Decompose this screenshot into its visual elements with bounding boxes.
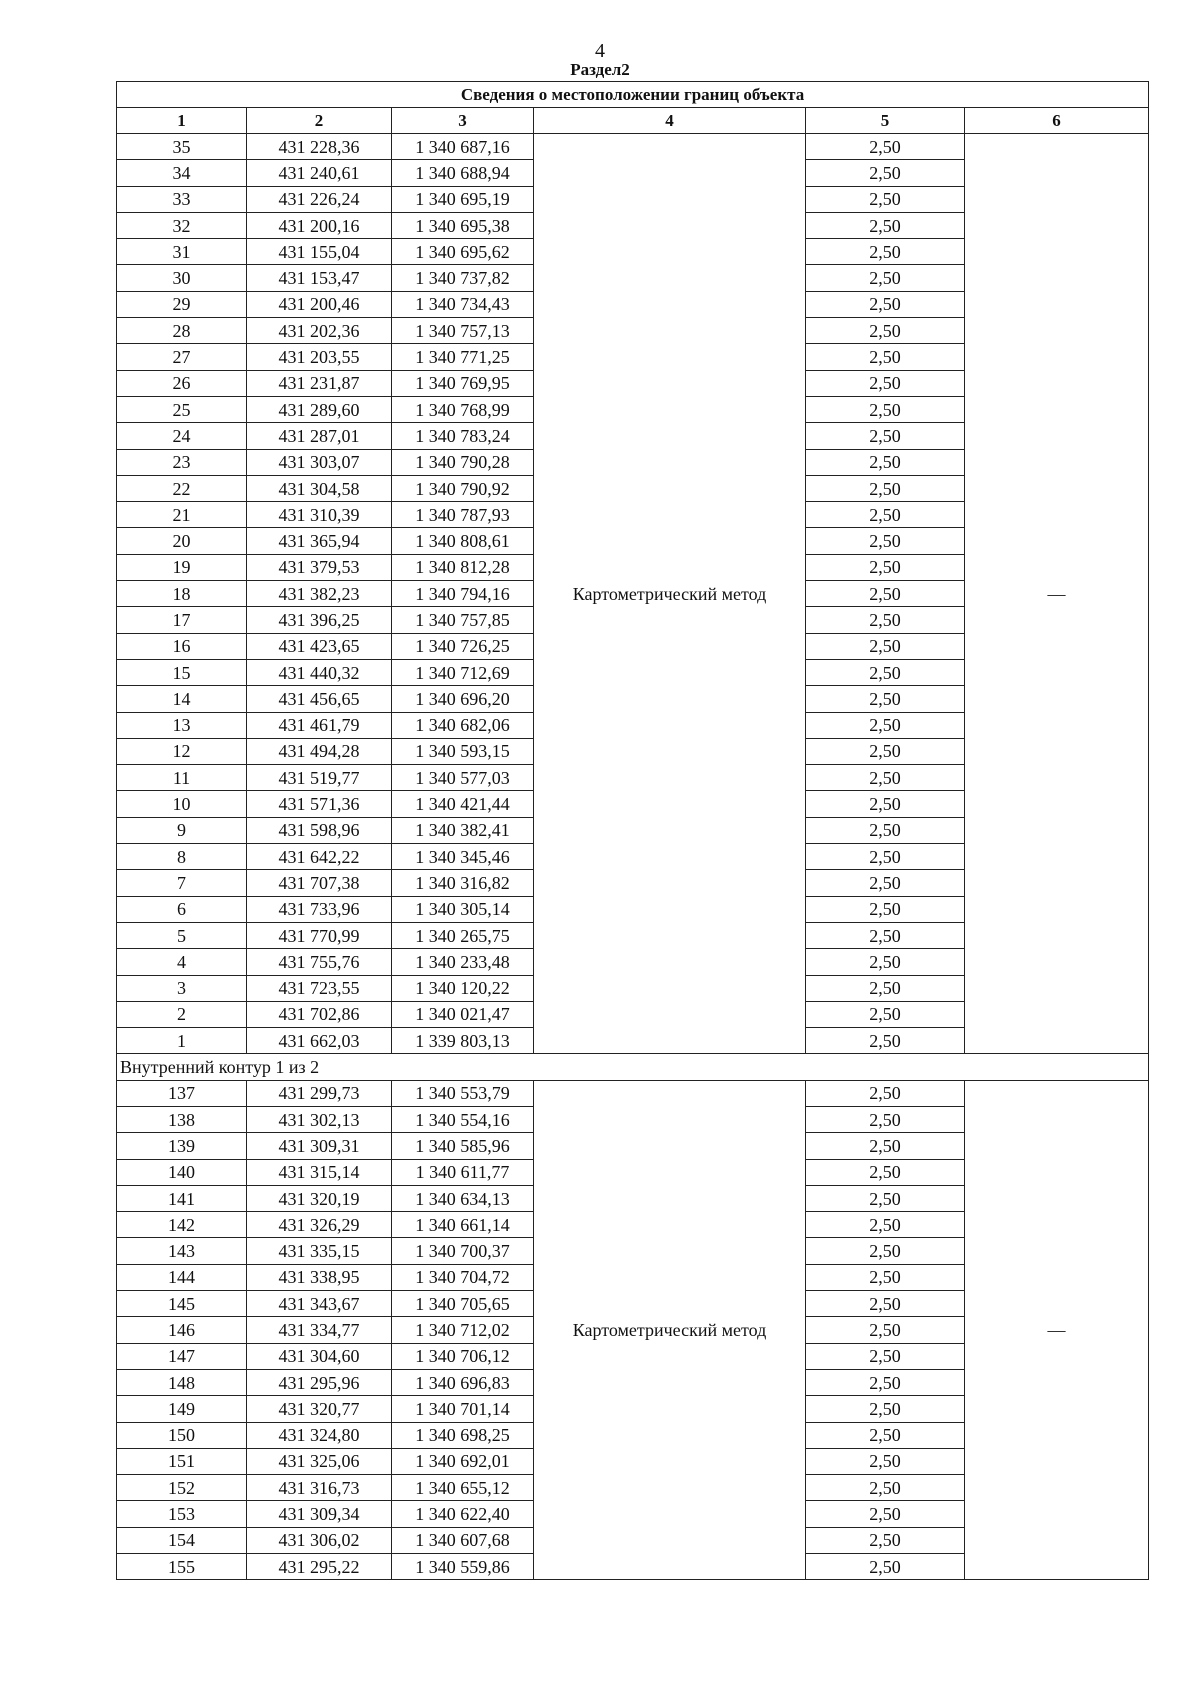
point-number-cell: 148 (117, 1369, 247, 1395)
accuracy-cell: 2,50 (806, 870, 965, 896)
x-coordinate-cell: 431 315,14 (247, 1159, 392, 1185)
point-number-cell: 3 (117, 975, 247, 1001)
column-header-row (117, 108, 1149, 134)
accuracy-cell: 2,50 (806, 1238, 965, 1264)
y-coordinate-cell: 1 340 704,72 (392, 1264, 534, 1290)
x-coordinate-cell: 431 770,99 (247, 922, 392, 948)
accuracy-cell: 2,50 (806, 1080, 965, 1106)
table-row (117, 134, 1149, 160)
y-coordinate-cell: 1 340 634,13 (392, 1185, 534, 1211)
y-coordinate-cell: 1 340 305,14 (392, 896, 534, 922)
y-coordinate-cell: 1 340 655,12 (392, 1475, 534, 1501)
x-coordinate-cell: 431 320,77 (247, 1396, 392, 1422)
point-number-cell: 5 (117, 922, 247, 948)
point-number-cell: 26 (117, 370, 247, 396)
accuracy-cell: 2,50 (806, 1396, 965, 1422)
y-coordinate-cell: 1 340 696,20 (392, 686, 534, 712)
x-coordinate-cell: 431 306,02 (247, 1527, 392, 1553)
page-number: 4 (595, 40, 605, 62)
y-coordinate-cell: 1 340 705,65 (392, 1291, 534, 1317)
x-coordinate-cell: 431 200,16 (247, 212, 392, 238)
x-coordinate-cell: 431 231,87 (247, 370, 392, 396)
x-coordinate-cell: 431 155,04 (247, 239, 392, 265)
y-coordinate-cell: 1 340 607,68 (392, 1527, 534, 1553)
point-number-cell: 143 (117, 1238, 247, 1264)
x-coordinate-cell: 431 494,28 (247, 738, 392, 764)
y-coordinate-cell: 1 340 701,14 (392, 1396, 534, 1422)
y-coordinate-cell: 1 340 695,38 (392, 212, 534, 238)
accuracy-cell: 2,50 (806, 554, 965, 580)
accuracy-cell: 2,50 (806, 817, 965, 843)
accuracy-cell: 2,50 (806, 1317, 965, 1343)
accuracy-cell: 2,50 (806, 659, 965, 685)
point-number-cell: 12 (117, 738, 247, 764)
x-coordinate-cell: 431 302,13 (247, 1106, 392, 1132)
accuracy-cell: 2,50 (806, 212, 965, 238)
y-coordinate-cell: 1 340 661,14 (392, 1212, 534, 1238)
table-title: Сведения о местоположении границ объекта (117, 82, 1149, 108)
accuracy-cell: 2,50 (806, 475, 965, 501)
x-coordinate-cell: 431 461,79 (247, 712, 392, 738)
x-coordinate-cell: 431 202,36 (247, 318, 392, 344)
y-coordinate-cell: 1 340 757,85 (392, 607, 534, 633)
point-number-cell: 16 (117, 633, 247, 659)
point-number-cell: 14 (117, 686, 247, 712)
accuracy-cell: 2,50 (806, 423, 965, 449)
point-number-cell: 155 (117, 1554, 247, 1580)
accuracy-cell: 2,50 (806, 186, 965, 212)
point-number-cell: 13 (117, 712, 247, 738)
x-coordinate-cell: 431 153,47 (247, 265, 392, 291)
point-number-cell: 152 (117, 1475, 247, 1501)
y-coordinate-cell: 1 340 382,41 (392, 817, 534, 843)
y-coordinate-cell: 1 340 698,25 (392, 1422, 534, 1448)
point-number-cell: 1 (117, 1028, 247, 1054)
x-coordinate-cell: 431 338,95 (247, 1264, 392, 1290)
table-row (117, 1080, 1149, 1106)
y-coordinate-cell: 1 340 812,28 (392, 554, 534, 580)
x-coordinate-cell: 431 287,01 (247, 423, 392, 449)
y-coordinate-cell: 1 340 737,82 (392, 265, 534, 291)
column-header-2: 2 (247, 108, 392, 134)
inner-contour-label: Внутренний контур 1 из 2 (117, 1054, 1149, 1080)
accuracy-cell: 2,50 (806, 922, 965, 948)
x-coordinate-cell: 431 343,67 (247, 1291, 392, 1317)
accuracy-cell: 2,50 (806, 1185, 965, 1211)
column-header-4: 4 (534, 108, 806, 134)
point-number-cell: 10 (117, 791, 247, 817)
y-coordinate-cell: 1 340 421,44 (392, 791, 534, 817)
method-cell: Картометрический метод (534, 1080, 806, 1580)
x-coordinate-cell: 431 335,15 (247, 1238, 392, 1264)
accuracy-cell: 2,50 (806, 844, 965, 870)
x-coordinate-cell: 431 382,23 (247, 581, 392, 607)
point-number-cell: 19 (117, 554, 247, 580)
x-coordinate-cell: 431 200,46 (247, 291, 392, 317)
point-number-cell: 137 (117, 1080, 247, 1106)
accuracy-cell: 2,50 (806, 1448, 965, 1474)
y-coordinate-cell: 1 340 553,79 (392, 1080, 534, 1106)
y-coordinate-cell: 1 340 734,43 (392, 291, 534, 317)
y-coordinate-cell: 1 340 559,86 (392, 1554, 534, 1580)
accuracy-cell: 2,50 (806, 1212, 965, 1238)
accuracy-cell: 2,50 (806, 765, 965, 791)
y-coordinate-cell: 1 340 345,46 (392, 844, 534, 870)
x-coordinate-cell: 431 456,65 (247, 686, 392, 712)
accuracy-cell: 2,50 (806, 134, 965, 160)
y-coordinate-cell: 1 340 554,16 (392, 1106, 534, 1132)
point-number-cell: 25 (117, 396, 247, 422)
accuracy-cell: 2,50 (806, 1028, 965, 1054)
y-coordinate-cell: 1 340 790,28 (392, 449, 534, 475)
point-number-cell: 146 (117, 1317, 247, 1343)
point-number-cell: 2 (117, 1001, 247, 1027)
point-number-cell: 4 (117, 949, 247, 975)
accuracy-cell: 2,50 (806, 370, 965, 396)
x-coordinate-cell: 431 365,94 (247, 528, 392, 554)
accuracy-cell: 2,50 (806, 1475, 965, 1501)
accuracy-cell: 2,50 (806, 1554, 965, 1580)
x-coordinate-cell: 431 723,55 (247, 975, 392, 1001)
y-coordinate-cell: 1 340 769,95 (392, 370, 534, 396)
y-coordinate-cell: 1 340 700,37 (392, 1238, 534, 1264)
description-cell: — (965, 1080, 1149, 1580)
point-number-cell: 153 (117, 1501, 247, 1527)
point-number-cell: 145 (117, 1291, 247, 1317)
point-number-cell: 30 (117, 265, 247, 291)
point-number-cell: 139 (117, 1133, 247, 1159)
boundary-table (116, 81, 1149, 1580)
y-coordinate-cell: 1 340 120,22 (392, 975, 534, 1001)
y-coordinate-cell: 1 340 687,16 (392, 134, 534, 160)
x-coordinate-cell: 431 226,24 (247, 186, 392, 212)
accuracy-cell: 2,50 (806, 949, 965, 975)
y-coordinate-cell: 1 340 577,03 (392, 765, 534, 791)
y-coordinate-cell: 1 340 695,62 (392, 239, 534, 265)
y-coordinate-cell: 1 340 021,47 (392, 1001, 534, 1027)
table-body (117, 82, 1149, 1580)
y-coordinate-cell: 1 340 692,01 (392, 1448, 534, 1474)
point-number-cell: 138 (117, 1106, 247, 1132)
x-coordinate-cell: 431 295,96 (247, 1369, 392, 1395)
x-coordinate-cell: 431 662,03 (247, 1028, 392, 1054)
point-number-cell: 29 (117, 291, 247, 317)
x-coordinate-cell: 431 203,55 (247, 344, 392, 370)
accuracy-cell: 2,50 (806, 291, 965, 317)
point-number-cell: 24 (117, 423, 247, 449)
point-number-cell: 31 (117, 239, 247, 265)
y-coordinate-cell: 1 340 233,48 (392, 949, 534, 975)
point-number-cell: 34 (117, 160, 247, 186)
x-coordinate-cell: 431 519,77 (247, 765, 392, 791)
column-header-6: 6 (965, 108, 1149, 134)
accuracy-cell: 2,50 (806, 449, 965, 475)
description-cell: — (965, 134, 1149, 1054)
point-number-cell: 9 (117, 817, 247, 843)
point-number-cell: 142 (117, 1212, 247, 1238)
point-number-cell: 35 (117, 134, 247, 160)
point-number-cell: 6 (117, 896, 247, 922)
point-number-cell: 8 (117, 844, 247, 870)
y-coordinate-cell: 1 340 696,83 (392, 1369, 534, 1395)
y-coordinate-cell: 1 340 706,12 (392, 1343, 534, 1369)
x-coordinate-cell: 431 379,53 (247, 554, 392, 580)
x-coordinate-cell: 431 309,31 (247, 1133, 392, 1159)
accuracy-cell: 2,50 (806, 528, 965, 554)
y-coordinate-cell: 1 340 768,99 (392, 396, 534, 422)
x-coordinate-cell: 431 240,61 (247, 160, 392, 186)
x-coordinate-cell: 431 707,38 (247, 870, 392, 896)
point-number-cell: 7 (117, 870, 247, 896)
point-number-cell: 28 (117, 318, 247, 344)
column-header-1: 1 (117, 108, 247, 134)
accuracy-cell: 2,50 (806, 896, 965, 922)
y-coordinate-cell: 1 340 712,02 (392, 1317, 534, 1343)
accuracy-cell: 2,50 (806, 581, 965, 607)
y-coordinate-cell: 1 340 787,93 (392, 502, 534, 528)
point-number-cell: 140 (117, 1159, 247, 1185)
table-title-row (117, 82, 1149, 108)
point-number-cell: 21 (117, 502, 247, 528)
accuracy-cell: 2,50 (806, 1106, 965, 1132)
point-number-cell: 17 (117, 607, 247, 633)
y-coordinate-cell: 1 340 688,94 (392, 160, 534, 186)
column-header-3: 3 (392, 108, 534, 134)
accuracy-cell: 2,50 (806, 1422, 965, 1448)
point-number-cell: 22 (117, 475, 247, 501)
accuracy-cell: 2,50 (806, 975, 965, 1001)
x-coordinate-cell: 431 334,77 (247, 1317, 392, 1343)
x-coordinate-cell: 431 310,39 (247, 502, 392, 528)
point-number-cell: 141 (117, 1185, 247, 1211)
accuracy-cell: 2,50 (806, 633, 965, 659)
x-coordinate-cell: 431 423,65 (247, 633, 392, 659)
y-coordinate-cell: 1 340 757,13 (392, 318, 534, 344)
accuracy-cell: 2,50 (806, 1369, 965, 1395)
y-coordinate-cell: 1 340 794,16 (392, 581, 534, 607)
point-number-cell: 154 (117, 1527, 247, 1553)
inner-contour-label-row (117, 1054, 1149, 1080)
accuracy-cell: 2,50 (806, 1343, 965, 1369)
y-coordinate-cell: 1 340 265,75 (392, 922, 534, 948)
accuracy-cell: 2,50 (806, 1159, 965, 1185)
y-coordinate-cell: 1 340 316,82 (392, 870, 534, 896)
x-coordinate-cell: 431 324,80 (247, 1422, 392, 1448)
x-coordinate-cell: 431 289,60 (247, 396, 392, 422)
x-coordinate-cell: 431 320,19 (247, 1185, 392, 1211)
point-number-cell: 23 (117, 449, 247, 475)
method-cell: Картометрический метод (534, 134, 806, 1054)
x-coordinate-cell: 431 733,96 (247, 896, 392, 922)
point-number-cell: 150 (117, 1422, 247, 1448)
accuracy-cell: 2,50 (806, 318, 965, 344)
x-coordinate-cell: 431 396,25 (247, 607, 392, 633)
accuracy-cell: 2,50 (806, 1527, 965, 1553)
y-coordinate-cell: 1 340 585,96 (392, 1133, 534, 1159)
accuracy-cell: 2,50 (806, 344, 965, 370)
point-number-cell: 33 (117, 186, 247, 212)
column-header-5: 5 (806, 108, 965, 134)
x-coordinate-cell: 431 304,60 (247, 1343, 392, 1369)
section-title: Раздел2 (570, 60, 630, 79)
point-number-cell: 18 (117, 581, 247, 607)
y-coordinate-cell: 1 340 622,40 (392, 1501, 534, 1527)
y-coordinate-cell: 1 340 726,25 (392, 633, 534, 659)
y-coordinate-cell: 1 340 611,77 (392, 1159, 534, 1185)
x-coordinate-cell: 431 304,58 (247, 475, 392, 501)
x-coordinate-cell: 431 303,07 (247, 449, 392, 475)
accuracy-cell: 2,50 (806, 1264, 965, 1290)
accuracy-cell: 2,50 (806, 265, 965, 291)
point-number-cell: 20 (117, 528, 247, 554)
y-coordinate-cell: 1 340 682,06 (392, 712, 534, 738)
y-coordinate-cell: 1 340 712,69 (392, 659, 534, 685)
point-number-cell: 27 (117, 344, 247, 370)
x-coordinate-cell: 431 755,76 (247, 949, 392, 975)
accuracy-cell: 2,50 (806, 686, 965, 712)
point-number-cell: 147 (117, 1343, 247, 1369)
x-coordinate-cell: 431 309,34 (247, 1501, 392, 1527)
accuracy-cell: 2,50 (806, 1133, 965, 1159)
accuracy-cell: 2,50 (806, 1501, 965, 1527)
x-coordinate-cell: 431 325,06 (247, 1448, 392, 1474)
y-coordinate-cell: 1 340 783,24 (392, 423, 534, 449)
accuracy-cell: 2,50 (806, 607, 965, 633)
x-coordinate-cell: 431 598,96 (247, 817, 392, 843)
x-coordinate-cell: 431 440,32 (247, 659, 392, 685)
x-coordinate-cell: 431 642,22 (247, 844, 392, 870)
y-coordinate-cell: 1 340 808,61 (392, 528, 534, 554)
accuracy-cell: 2,50 (806, 712, 965, 738)
x-coordinate-cell: 431 228,36 (247, 134, 392, 160)
accuracy-cell: 2,50 (806, 160, 965, 186)
accuracy-cell: 2,50 (806, 502, 965, 528)
x-coordinate-cell: 431 571,36 (247, 791, 392, 817)
point-number-cell: 144 (117, 1264, 247, 1290)
point-number-cell: 149 (117, 1396, 247, 1422)
y-coordinate-cell: 1 340 593,15 (392, 738, 534, 764)
y-coordinate-cell: 1 340 771,25 (392, 344, 534, 370)
accuracy-cell: 2,50 (806, 239, 965, 265)
point-number-cell: 11 (117, 765, 247, 791)
y-coordinate-cell: 1 340 790,92 (392, 475, 534, 501)
point-number-cell: 15 (117, 659, 247, 685)
x-coordinate-cell: 431 702,86 (247, 1001, 392, 1027)
point-number-cell: 32 (117, 212, 247, 238)
accuracy-cell: 2,50 (806, 1291, 965, 1317)
x-coordinate-cell: 431 299,73 (247, 1080, 392, 1106)
x-coordinate-cell: 431 295,22 (247, 1554, 392, 1580)
y-coordinate-cell: 1 339 803,13 (392, 1028, 534, 1054)
accuracy-cell: 2,50 (806, 738, 965, 764)
point-number-cell: 151 (117, 1448, 247, 1474)
x-coordinate-cell: 431 316,73 (247, 1475, 392, 1501)
accuracy-cell: 2,50 (806, 396, 965, 422)
x-coordinate-cell: 431 326,29 (247, 1212, 392, 1238)
accuracy-cell: 2,50 (806, 791, 965, 817)
accuracy-cell: 2,50 (806, 1001, 965, 1027)
y-coordinate-cell: 1 340 695,19 (392, 186, 534, 212)
